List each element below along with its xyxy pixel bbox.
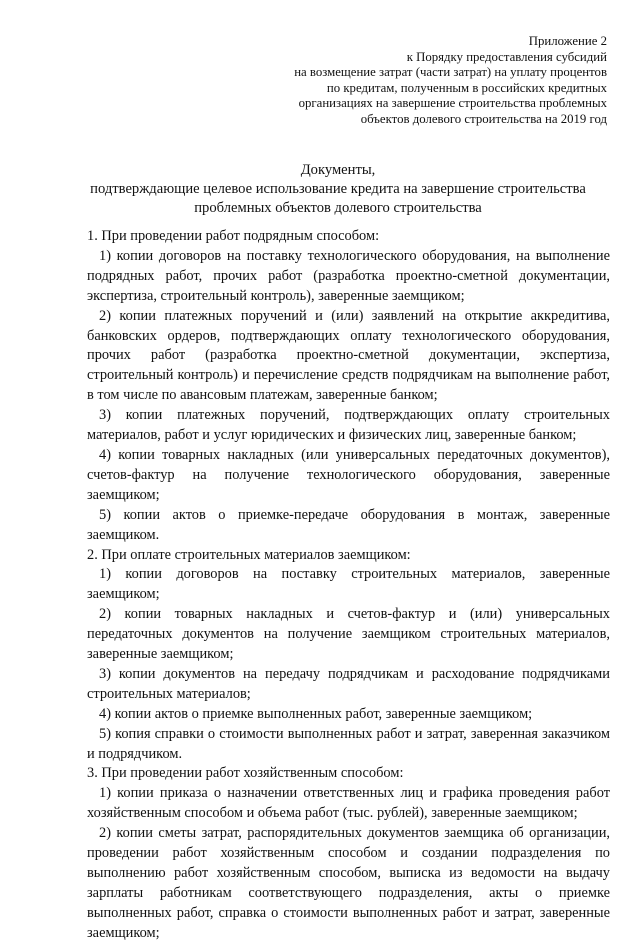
paragraph: 1) копии договоров на поставку строительных материалов, заверенные заемщиком; xyxy=(87,566,610,603)
appendix-header xyxy=(247,34,607,128)
paragraph: 2) копии товарных накладных и счетов-фактур и (или) универсальных передаточных документов на получение заемщиком строительных материалов, заверенные заемщиком; xyxy=(87,606,610,663)
section-heading-1: 1. При проведении работ подрядным способом: xyxy=(87,228,380,244)
paragraph: 5) копия справки о стоимости выполненных работ и затрат, заверенная заказчиком и подрядчиком. xyxy=(87,725,610,762)
title-line: проблемных объектов долевого строительства xyxy=(194,200,482,216)
paragraph: 1) копии приказа о назначении ответственных лиц и графика проведения работ хозяйственным способом и объема работ (тыс. рублей), заверенные заемщиком; xyxy=(87,785,610,822)
paragraph: 1) копии договоров на поставку технологического оборудования, на выполнение подрядных работ, прочих работ (разработка проектно-сметной документации, экспертиза, строительный контроль), заверенные заемщиком; xyxy=(87,247,610,304)
paragraph: 4) копии товарных накладных (или универсальных передаточных документов), счетов-фактур на получение технологического оборудования, заверенные заемщиком; xyxy=(87,446,610,503)
document-title xyxy=(60,161,616,218)
appendix-line: на возмещение затрат (части затрат) на уплату процентов xyxy=(294,65,607,80)
paragraph: 3) копии документов на передачу подрядчикам и расходование подрядчиками строительных материалов; xyxy=(87,665,610,702)
paragraph: 3) копии платежных поручений, подтверждающих оплату строительных материалов, работ и услуг юридических и физических лиц, заверенные банком; xyxy=(87,407,610,444)
appendix-line: к Порядку предоставления субсидий xyxy=(406,49,607,64)
document-body xyxy=(87,227,610,944)
paragraph: 4) копии актов о приемке выполненных работ, заверенные заемщиком; xyxy=(99,705,533,722)
appendix-line: организациях на завершение строительства проблемных xyxy=(298,96,607,111)
title-line: подтверждающие целевое использование кредита на завершение строительства xyxy=(90,181,586,197)
appendix-line: объектов долевого строительства на 2019 год xyxy=(360,111,607,126)
section-heading-3: 3. При проведении работ хозяйственным способом: xyxy=(87,765,404,782)
paragraph: 2) копии сметы затрат, распорядительных документов заемщика об организации, проведении работ хозяйственным способом и создании подразделения по выполнению работ хозяйственным способом, выписка из ведомости на выдачу зарплаты работникам соответствующего подразделения, акты о приемке выполненных работ, справка о стоимости выполненных работ и затрат, заверенные заемщиком; xyxy=(87,825,610,941)
section-heading-2: 2. При оплате строительных материалов заемщиком: xyxy=(87,546,411,563)
appendix-number: Приложение 2 xyxy=(528,34,607,48)
paragraph: 2) копии платежных поручений и (или) заявлений на открытие аккредитива, банковских ордеров, подтверждающих оплату технологического оборудования, прочих работ (разработка проектно-сметной документации, экспертиза, строительный контроль) и перечисление средств подрядчикам на выполнение работ, в том числе по авансовым платежам, заверенные банком; xyxy=(87,307,610,404)
title-line: Документы, xyxy=(300,162,376,178)
appendix-line: по кредитам, полученным в российских кредитных xyxy=(326,80,607,95)
paragraph: 5) копии актов о приемке-передаче оборудования в монтаж, заверенные заемщиком. xyxy=(87,506,610,543)
